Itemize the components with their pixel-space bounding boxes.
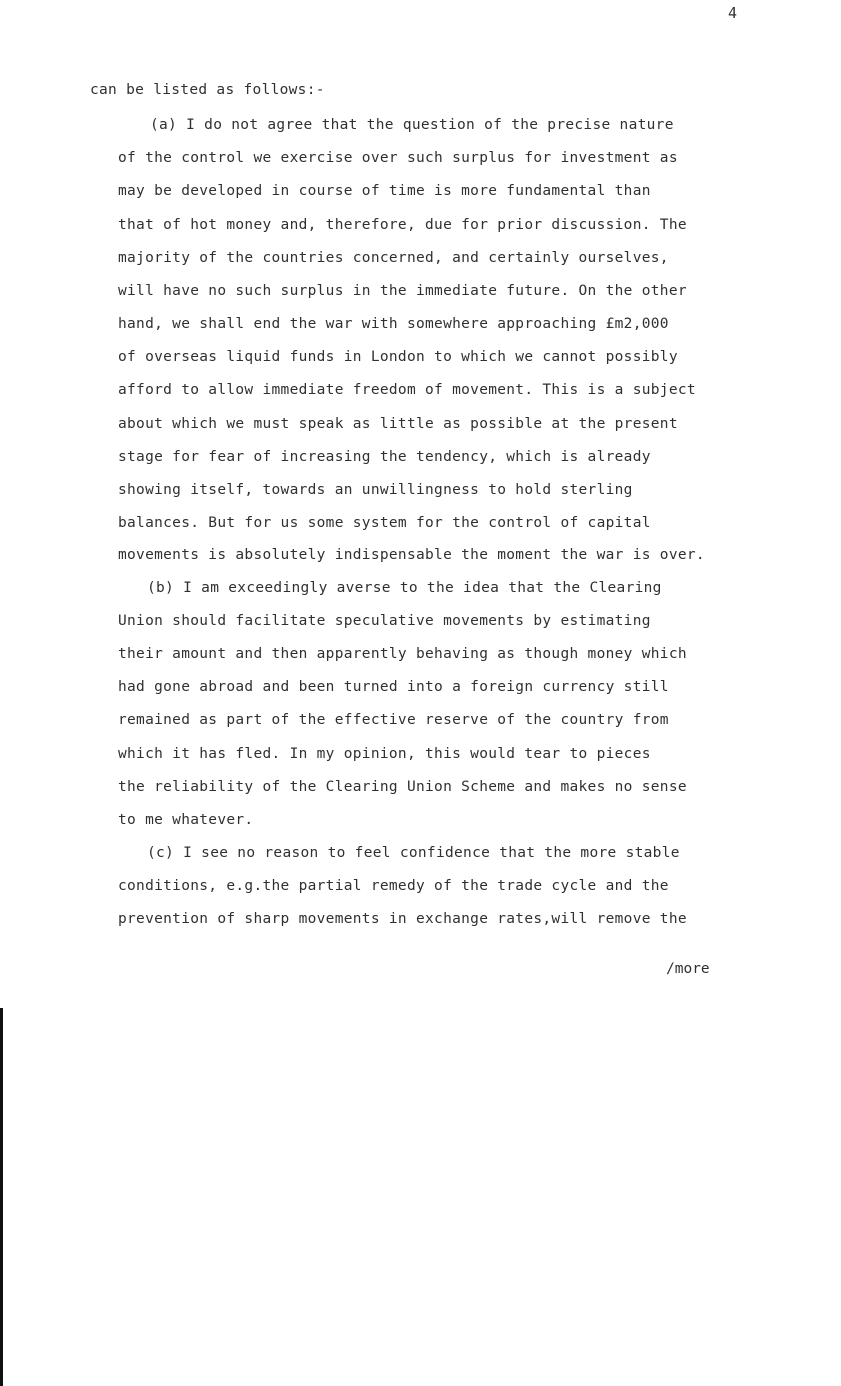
text-line: to me whatever. [118,812,254,828]
page-number: 4 [728,4,738,22]
text-line: conditions, e.g.the partial remedy of the trade cycle and the [118,878,669,894]
text-line: which it has fled. In my opinion, this would tear to pieces [118,746,651,762]
text-line: balances. But for us some system for the control of capital [118,515,651,531]
text-line: of overseas liquid funds in London to which we cannot possibly [118,349,678,365]
text-line: will have no such surplus in the immediate future. On the other [118,283,687,299]
text-line: stage for fear of increasing the tendency, which is already [118,449,651,465]
paragraph-a-start: (a) I do not agree that the question of the precise nature [150,117,674,133]
text-line: hand, we shall end the war with somewhere approaching £m2,000 [118,316,669,332]
text-line: showing itself, towards an unwillingness to hold sterling [118,482,633,498]
text-line: can be listed as follows:- [90,82,325,98]
text-line: movements is absolutely indispensable the moment the war is over. [118,547,705,563]
paragraph-c-start: (c) I see no reason to feel confidence that the more stable [147,845,680,861]
text-line: their amount and then apparently behaving as though money which [118,646,687,662]
text-line: afford to allow immediate freedom of movement. This is a subject [118,382,696,398]
text-line: remained as part of the effective reserve of the country from [118,712,669,728]
text-line: majority of the countries concerned, and certainly ourselves, [118,250,669,266]
text-line: that of hot money and, therefore, due for prior discussion. The [118,217,687,233]
text-line: Union should facilitate speculative movements by estimating [118,613,651,629]
text-line: prevention of sharp movements in exchange rates,will remove the [118,911,687,927]
text-line: had gone abroad and been turned into a foreign currency still [118,679,669,695]
text-line: the reliability of the Clearing Union Scheme and makes no sense [118,779,687,795]
text-line: may be developed in course of time is more fundamental than [118,183,651,199]
text-line: of the control we exercise over such surplus for investment as [118,150,678,166]
scan-edge-shadow [0,1008,3,1386]
text-line: about which we must speak as little as possible at the present [118,416,678,432]
paragraph-b-start: (b) I am exceedingly averse to the idea that the Clearing [147,580,662,596]
catchword: /more [666,961,710,977]
